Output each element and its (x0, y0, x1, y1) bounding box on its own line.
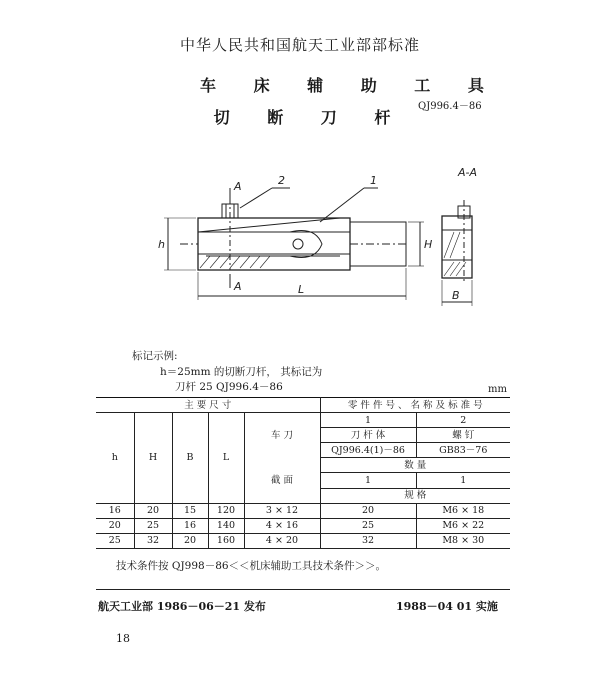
table-row (96, 518, 510, 533)
part1-name: 刀 杆 体 (320, 428, 416, 443)
cell-h: 16 (96, 503, 134, 518)
document-title: 车 床 辅 助 工 具 (200, 76, 500, 95)
section-label: A-A (458, 166, 478, 179)
marking-example-line2: 刀杆 25 QJ996.4－86 (175, 381, 283, 393)
dim-L-label: L (298, 283, 305, 296)
part2-no: 2 (416, 413, 510, 428)
cell-L: 160 (208, 533, 244, 548)
col-H: H (134, 413, 172, 504)
screw (222, 198, 238, 270)
part2-std: GB83－76 (416, 443, 510, 458)
cell-H: 25 (134, 518, 172, 533)
cell-H: 20 (134, 503, 172, 518)
cell-H: 32 (134, 533, 172, 548)
cell-part2: M6 × 22 (416, 518, 510, 533)
cell-part2: M8 × 30 (416, 533, 510, 548)
marking-example-label: 标记示例: (132, 350, 178, 362)
standard-code: QJ996.4－86 (418, 101, 482, 112)
part1-no: 1 (320, 413, 416, 428)
footer-divider (96, 589, 510, 590)
dim-H-label: H (424, 238, 433, 251)
implementation-date: 1988－04 01 实施 (396, 600, 498, 613)
document-subtitle: 切 断 刀 杆 (213, 108, 407, 127)
callout-1: 1 (370, 174, 377, 187)
table-row (96, 533, 510, 548)
col-L: L (208, 413, 244, 504)
cell-h: 20 (96, 518, 134, 533)
callout-2: 2 (278, 174, 285, 187)
part1-qty: 1 (320, 473, 416, 488)
cell-B: 15 (172, 503, 208, 518)
cell-B: 16 (172, 518, 208, 533)
technical-drawing (140, 160, 500, 335)
cell-part2: M6 × 18 (416, 503, 510, 518)
cell-part1: 25 (320, 518, 416, 533)
part2-name: 螺 钉 (416, 428, 510, 443)
cell-B: 20 (172, 533, 208, 548)
table-row (96, 503, 510, 518)
cut-label-bottom: A (234, 280, 242, 293)
col-tool-line2: 截 面 (244, 458, 320, 503)
part2-qty: 1 (416, 473, 510, 488)
standard-header: 中华人民共和国航天工业部部标准 (179, 36, 420, 54)
tool-holder-body (180, 218, 406, 270)
dim-h-label: h (158, 238, 165, 251)
cell-part1: 32 (320, 533, 416, 548)
dim-B-label: B (452, 289, 460, 302)
unit-label: mm (488, 384, 507, 395)
col-B: B (172, 413, 208, 504)
col-h: h (96, 413, 134, 504)
main-dims-header: 主 要 尺 寸 (96, 398, 320, 413)
spec-table (96, 397, 510, 549)
cut-label-top: A (234, 180, 242, 193)
qty-label: 数 量 (320, 458, 510, 473)
issue-date: 航天工业部 1986－06－21 发布 (98, 600, 266, 613)
marking-example-line1: h＝25mm 的切断刀杆， 其标记为 (160, 366, 323, 378)
hatching (200, 256, 270, 268)
technical-note: 技术条件按 QJ998－86＜＜机床辅助工具技术条件＞＞。 (116, 560, 387, 572)
part1-std: QJ996.4(1)－86 (320, 443, 416, 458)
col-tool-line1: 车 刀 (244, 413, 320, 458)
cell-section: 4 × 20 (244, 533, 320, 548)
page-number: 18 (116, 632, 130, 645)
cell-section: 4 × 16 (244, 518, 320, 533)
cell-L: 140 (208, 518, 244, 533)
parts-header: 零 件 件 号 、 名 称 及 标 准 号 (320, 398, 510, 413)
cell-h: 25 (96, 533, 134, 548)
cell-L: 120 (208, 503, 244, 518)
cell-part1: 20 (320, 503, 416, 518)
cell-section: 3 × 12 (244, 503, 320, 518)
spec-label: 规 格 (320, 488, 510, 503)
